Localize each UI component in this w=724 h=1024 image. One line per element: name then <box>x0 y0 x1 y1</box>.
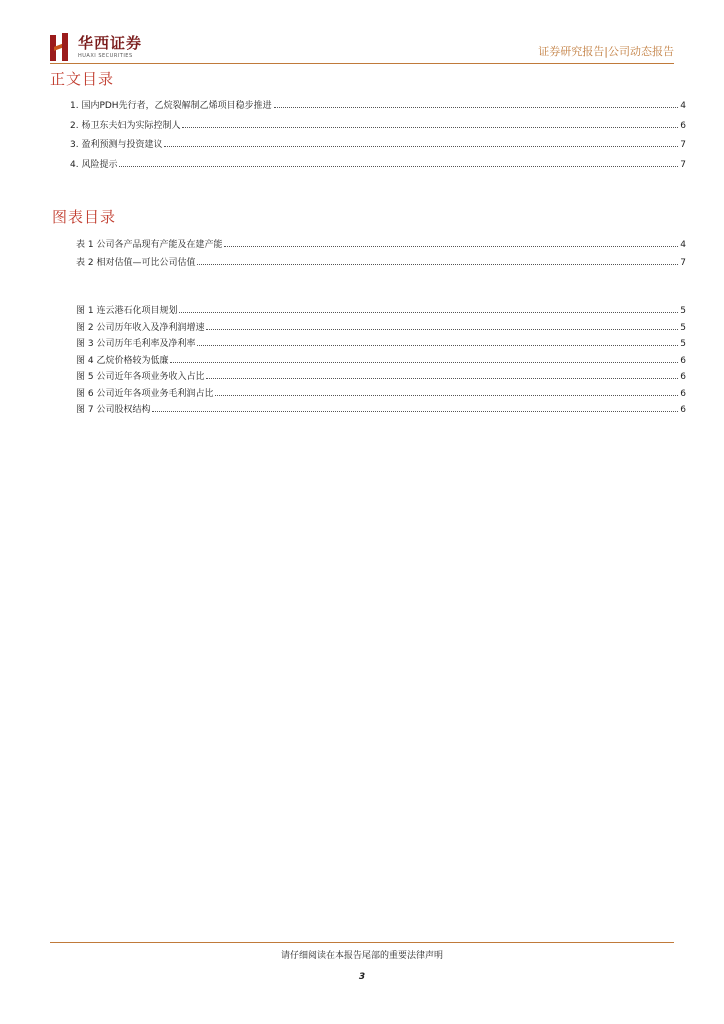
report-type: 证券研究报告|公司动态报告 <box>538 45 674 58</box>
toc-entry-page: 7 <box>680 257 686 268</box>
toc-entry-page: 5 <box>680 339 686 349</box>
toc-dot-leader <box>215 395 678 396</box>
toc-entry-label: 图 2 公司历年收入及净利润增速 <box>76 322 205 333</box>
toc-figure-entry[interactable] <box>76 335 686 349</box>
toc-figure-entry[interactable] <box>76 319 686 333</box>
brand-logo <box>50 32 142 62</box>
toc-entry-label: 图 3 公司历年毛利率及净利率 <box>76 339 196 349</box>
toc-dot-leader <box>182 127 678 128</box>
toc-entry-page: 5 <box>680 322 686 333</box>
toc-entry-page: 5 <box>680 306 686 316</box>
toc-dot-leader <box>206 378 678 379</box>
toc-entry-page: 4 <box>680 101 686 111</box>
toc-dot-leader <box>152 411 678 412</box>
toc-entry-label: 图 6 公司近年各项业务毛利润占比 <box>76 388 214 399</box>
toc-entry-page: 6 <box>680 120 686 131</box>
toc-dot-leader <box>206 329 678 330</box>
toc-entry-label: 图 4 乙烷价格较为低廉 <box>76 355 169 366</box>
toc-dot-leader <box>274 107 679 108</box>
toc-entry-label: 3. 盈利预测与投资建议 <box>70 140 163 150</box>
footer-disclaimer: 请仔细阅读在本报告尾部的重要法律声明 <box>280 951 443 961</box>
toc-main-entry[interactable] <box>70 117 686 131</box>
toc-entry-label: 表 2 相对估值—可比公司估值 <box>76 257 196 268</box>
toc-entry-page: 6 <box>680 388 686 399</box>
toc-figure-entry[interactable] <box>76 401 686 415</box>
toc-entry-label: 图 1 连云港石化项目规划 <box>76 306 178 316</box>
toc-main-entry[interactable] <box>70 156 686 170</box>
logo-english-name: HUAXI SECURITIES <box>78 52 133 59</box>
toc-table-entry[interactable] <box>76 254 686 268</box>
toc-main-title: 正文目录 <box>50 70 115 88</box>
toc-dot-leader <box>197 264 678 265</box>
toc-dot-leader <box>197 345 678 346</box>
toc-entry-label: 2. 杨卫东夫妇为实际控制人 <box>70 120 181 131</box>
toc-entry-page: 7 <box>680 140 686 150</box>
toc-figure-entry[interactable] <box>76 302 686 316</box>
toc-entry-page: 6 <box>680 372 686 382</box>
logo-name: 华西证券 <box>78 33 143 52</box>
toc-entry-page: 6 <box>680 355 686 366</box>
page-number: 3 <box>358 972 366 982</box>
toc-entry-label: 1. 国内PDH先行者，乙烷裂解制乙烯项目稳步推进 <box>70 101 272 111</box>
toc-dot-leader <box>170 362 678 363</box>
header-divider <box>50 63 674 64</box>
toc-entry-label: 表 1 公司各产品现有产能及在建产能 <box>76 240 223 250</box>
toc-figure-entry[interactable] <box>76 368 686 382</box>
toc-entry-page: 4 <box>680 240 686 250</box>
toc-dot-leader <box>224 246 678 247</box>
toc-entry-page: 7 <box>680 159 686 170</box>
toc-entry-label: 4. 风险提示 <box>70 159 118 170</box>
toc-entry-label: 图 5 公司近年各项业务收入占比 <box>76 372 205 382</box>
toc-main-entry[interactable] <box>70 97 686 111</box>
toc-figures-title: 图表目录 <box>52 208 117 226</box>
footer-divider <box>50 942 674 943</box>
toc-entry-page: 6 <box>680 405 686 415</box>
toc-main-entry[interactable] <box>70 136 686 150</box>
toc-dot-leader <box>119 166 678 167</box>
toc-entry-label: 图 7 公司股权结构 <box>76 405 151 415</box>
toc-table-entry[interactable] <box>76 236 686 250</box>
toc-figure-entry[interactable] <box>76 385 686 399</box>
toc-dot-leader <box>179 312 678 313</box>
toc-dot-leader <box>164 146 678 147</box>
toc-figure-entry[interactable] <box>76 352 686 366</box>
logo-mark-icon <box>50 33 72 61</box>
